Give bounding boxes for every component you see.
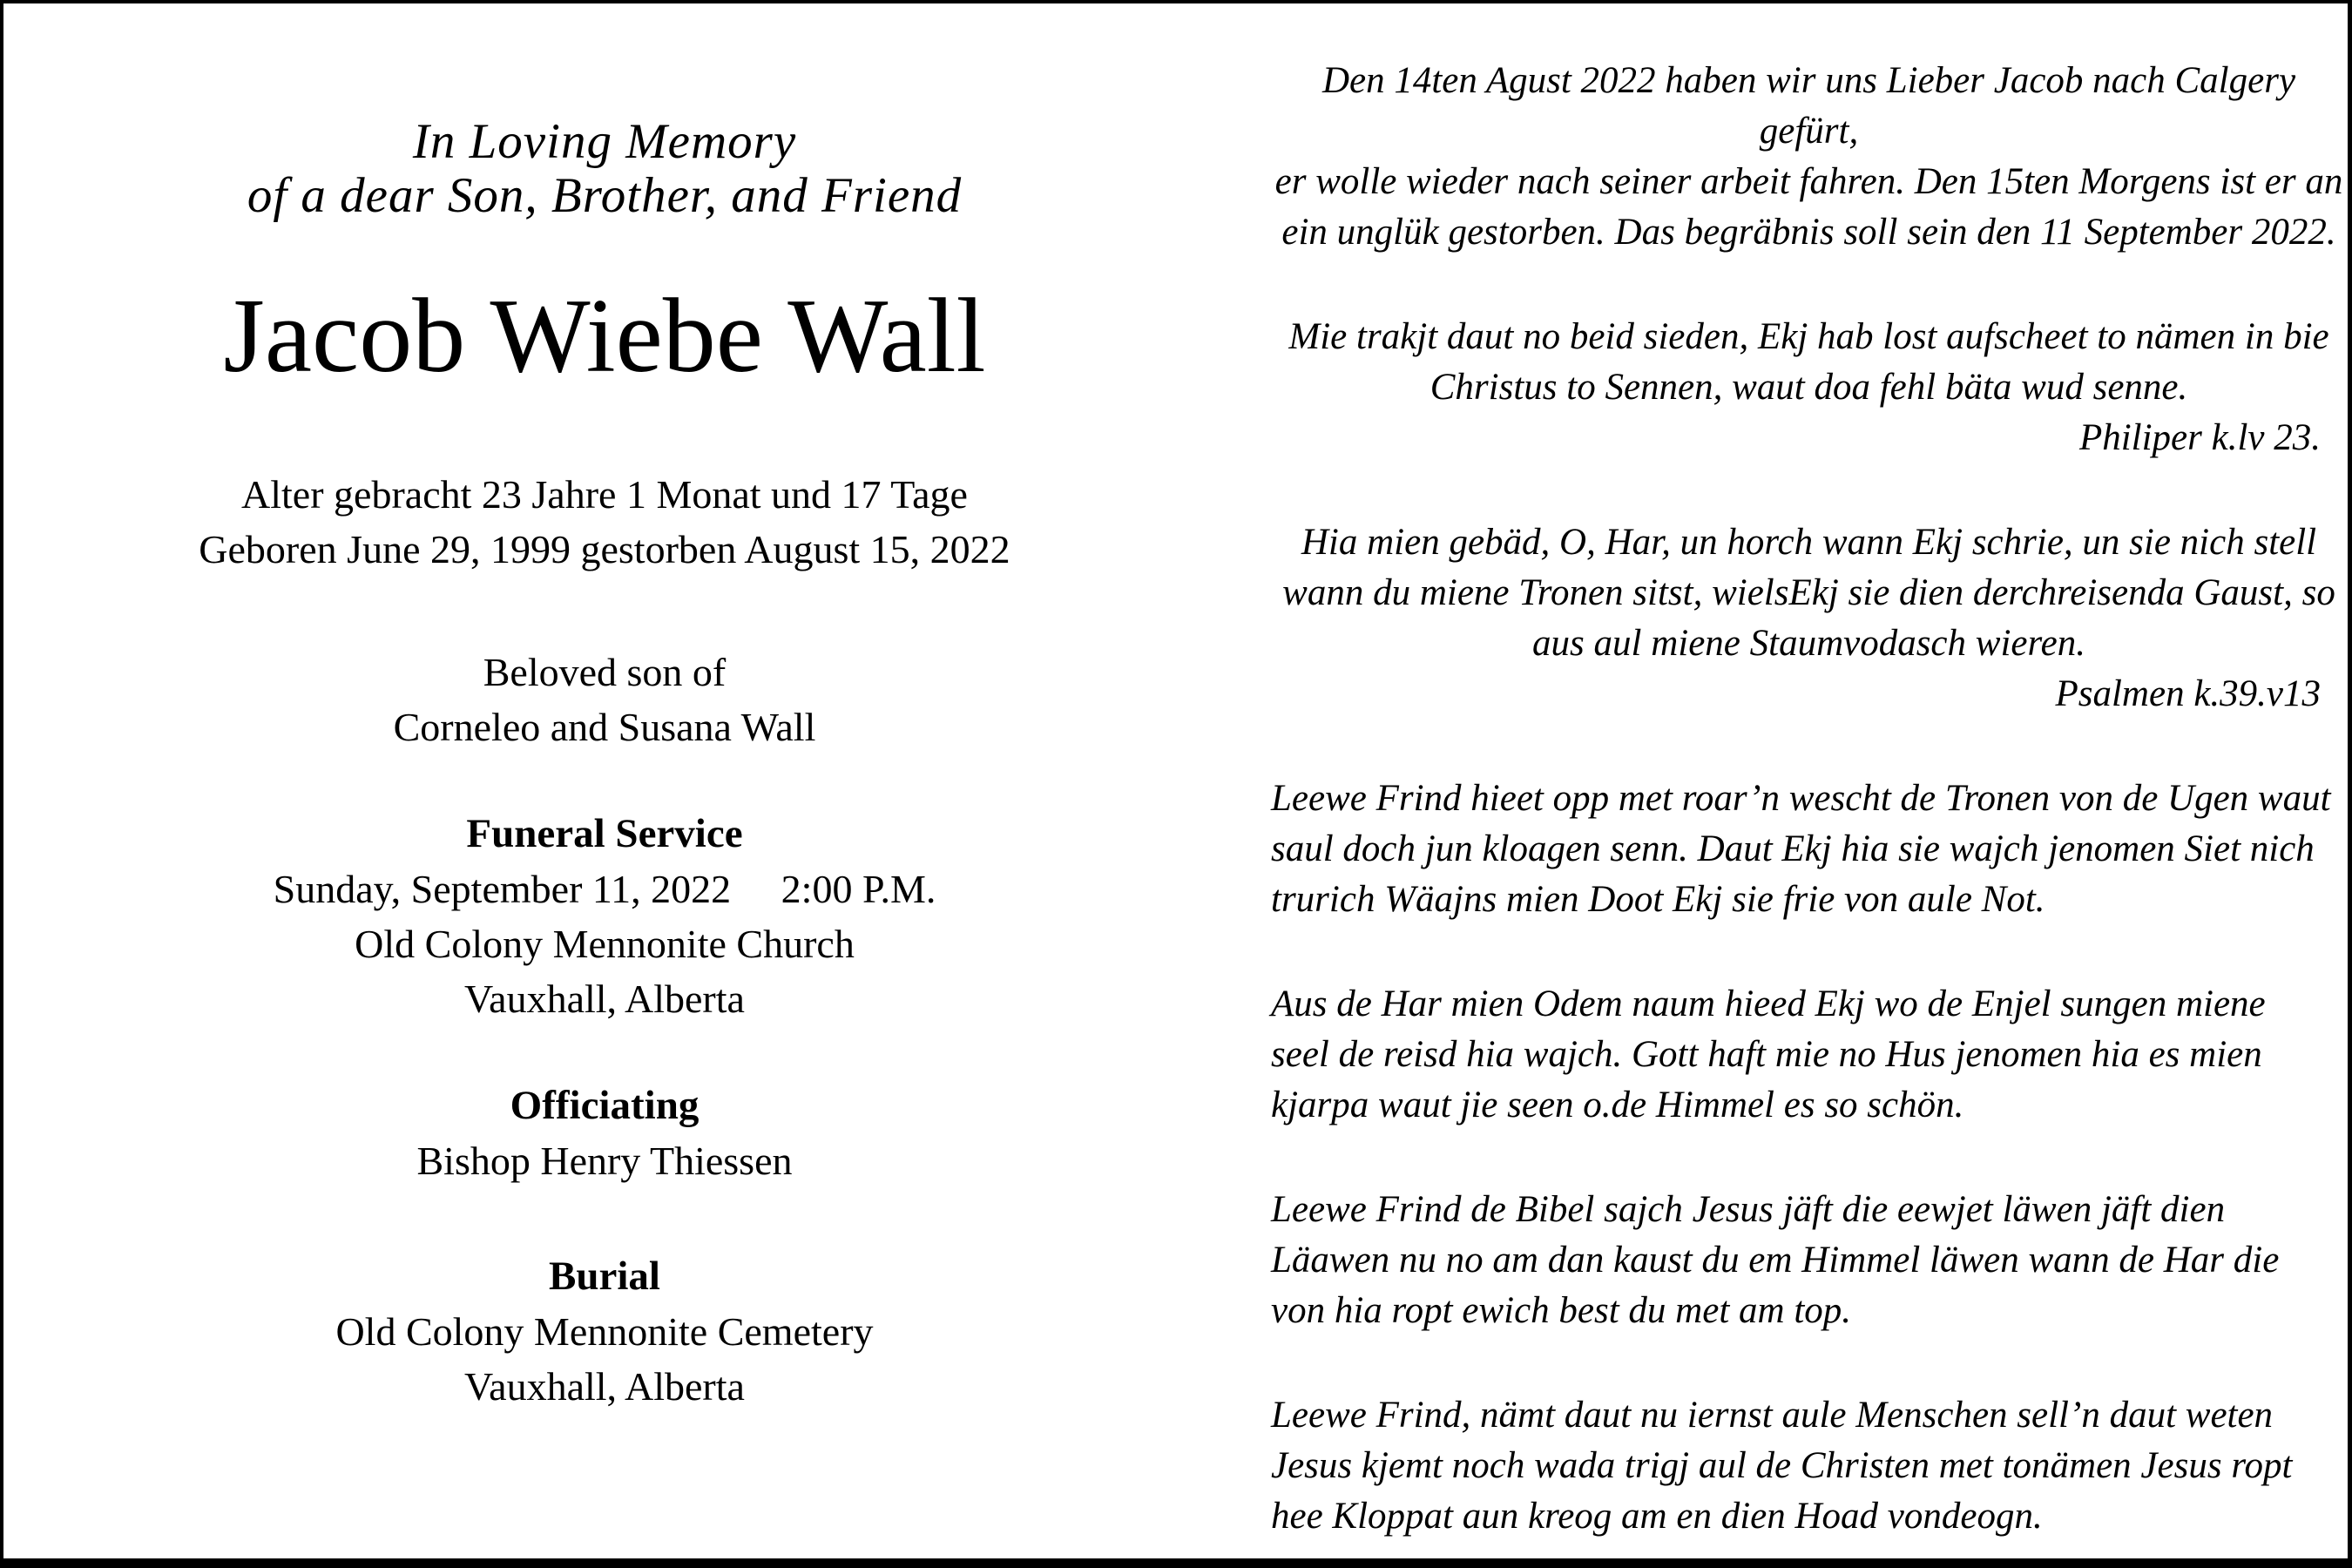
funeral-datetime: Sunday, September 11, 2022 2:00 P.M.	[273, 867, 936, 911]
funeral-city: Vauxhall, Alberta	[464, 977, 745, 1021]
officiating-block	[86, 1078, 1123, 1188]
age-dates-block	[86, 467, 1123, 577]
paragraph-line: er wolle wieder nach seiner arbeit fahren. Den 15ten Morgens ist er an	[1274, 161, 2343, 202]
right-column-obituary	[1271, 56, 2347, 1568]
paragraph-line: Leewe Frind, nämt daut nu iernst aule Menschen sell’n daut weten	[1271, 1395, 2274, 1436]
paragraph-line: Christus to Sennen, waut doa fehl bäta wud senne.	[1429, 367, 2188, 408]
funeral-location: Old Colony Mennonite Church	[355, 922, 855, 966]
burial-block	[86, 1249, 1123, 1414]
beloved-line-1: Beloved son of	[483, 650, 727, 694]
dates-line: Geboren June 29, 1999 gestorben August 15, 2022	[199, 527, 1010, 571]
paragraph-line: ein unglük gestorben. Das begräbnis soll sein den 11 September 2022.	[1281, 212, 2336, 253]
obituary-paragraph	[1271, 56, 2347, 258]
obituary-paragraph	[1271, 312, 2347, 463]
obituary-paragraph	[1271, 1185, 2347, 1336]
paragraph-line: Läawen nu no am dan kaust du em Himmel läwen wann de Har die	[1271, 1240, 2280, 1281]
paragraph-line: kjarpa waut jie seen o.de Himmel es so schön.	[1271, 1085, 1964, 1125]
officiating-name: Bishop Henry Thiessen	[416, 1139, 793, 1183]
paragraph-line: Jesus kjemt noch wada trigj aul de Christen met tonämen Jesus ropt	[1271, 1445, 2293, 1486]
paragraph-line: aus aul miene Staumvodasch wieren.	[1532, 623, 2085, 664]
paragraph-line: Mie trakjt daut no beid sieden, Ekj hab lost aufscheet to nämen in bie	[1288, 316, 2329, 357]
funeral-service-heading: Funeral Service	[466, 811, 743, 856]
tribute-line-2: of a dear Son, Brother, and Friend	[247, 168, 963, 223]
scripture-attribution: Psalmen k.39.v13	[2055, 673, 2321, 714]
tribute-line-1: In Loving Memory	[412, 114, 797, 169]
paragraph-line: Hia mien gebäd, O, Har, un horch wann Ekj schrie, un sie nich stell	[1301, 522, 2317, 563]
paragraph-line: wann du miene Tronen sitst, wielsEkj sie dien derchreisenda Gaust, so	[1282, 572, 2335, 613]
burial-location: Old Colony Mennonite Cemetery	[335, 1309, 874, 1354]
paragraph-line: Leewe Frind hieet opp met roar’n wescht de Tronen von de Ugen waut	[1271, 778, 2331, 819]
officiating-heading: Officiating	[510, 1083, 700, 1128]
paragraph-line: von hia ropt ewich best du met am top.	[1271, 1290, 1852, 1331]
obituary-paragraph	[1271, 1390, 2347, 1542]
paragraph-line: seel de reisd hia wajch. Gott haft mie no Hus jenomen hia es mien	[1271, 1034, 2262, 1075]
obituary-paragraph	[1271, 979, 2347, 1131]
paragraph-line: Leewe Frind de Bibel sajch Jesus jäft die eewjet läwen jäft dien	[1271, 1189, 2226, 1230]
paragraph-line: Aus de Har mien Odem naum hieed Ekj wo de Enjel sungen miene	[1271, 983, 2266, 1024]
scripture-attribution: Philiper k.lv 23.	[2078, 417, 2321, 458]
burial-heading: Burial	[549, 1254, 660, 1299]
deceased-name: Jacob Wiebe Wall	[223, 277, 986, 395]
age-line: Alter gebracht 23 Jahre 1 Monat und 17 Tage	[241, 472, 968, 517]
beloved-line-2: Corneleo and Susana Wall	[393, 705, 816, 749]
funeral-service-block	[86, 807, 1123, 1026]
paragraph-line: saul doch jun kloagen senn. Daut Ekj hia sie wajch jenomen Siet nich	[1271, 828, 2315, 869]
beloved-block	[86, 645, 1123, 754]
burial-city: Vauxhall, Alberta	[464, 1364, 745, 1409]
obituary-paragraph	[1271, 774, 2347, 925]
left-column	[86, 115, 1123, 1414]
obituary-paragraph	[1271, 517, 2347, 720]
paragraph-line: Den 14ten Agust 2022 haben wir uns Lieber Jacob nach Calgery gefürt,	[1321, 60, 2305, 152]
paragraph-line: hee Kloppat aun kreog am en dien Hoad vondeogn.	[1271, 1496, 2043, 1537]
paragraph-line: trurich Wäajns mien Doot Ekj sie frie von aule Not.	[1271, 879, 2045, 920]
